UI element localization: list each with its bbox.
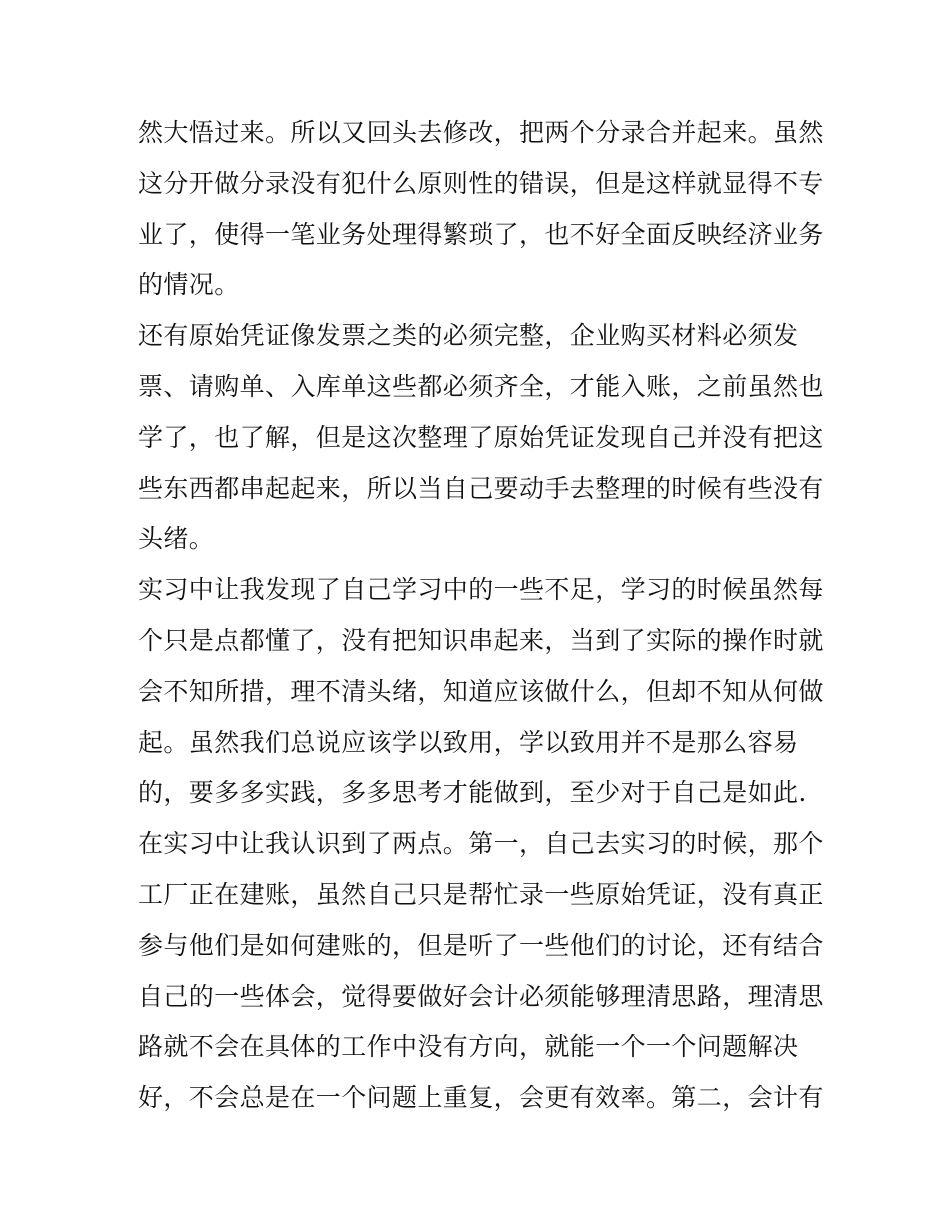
body-text [138,108,828,1124]
text-line: 还有原始凭证像发票之类的必须完整，企业购买材料必须发 [138,321,799,351]
text-line: 实习中让我发现了自己学习中的一些不足，学习的时候虽然每 [138,575,824,605]
text-line: 参与他们是如何建账的，但是听了一些他们的讨论，还有结合 [138,930,824,960]
text-line: 业了，使得一笔业务处理得繁琐了，也不好全面反映经济业务 [138,219,824,249]
text-line: 自己的一些体会，觉得要做好会计必须能够理清思路，理清思 [138,981,824,1011]
text-line: 工厂正在建账，虽然自己只是帮忙录一些原始凭证，没有真正 [138,879,824,909]
text-line: 的，要多多实践，多多思考才能做到，至少对于自己是如此. [138,778,807,808]
text-line: 然大悟过来。所以又回头去修改，把两个分录合并起来。虽然 [138,118,824,147]
text-line: 在实习中让我认识到了两点。第一，自己去实习的时候，那个 [138,829,824,859]
text-line: 个只是点都懂了，没有把知识串起来，当到了实际的操作时就 [138,625,824,655]
text-line: 头绪。 [138,524,215,554]
text-line: 好，不会总是在一个问题上重复，会更有效率。第二，会计有 [138,1083,824,1113]
text-line: 些东西都串起起来，所以当自己要动手去整理的时候有些没有 [138,473,824,503]
text-line: 路就不会在具体的工作中没有方向，就能一个一个问题解决 [138,1032,799,1062]
text-line: 学了，也了解，但是这次整理了原始凭证发现自己并没有把这 [138,422,824,452]
text-line: 起。虽然我们总说应该学以致用，学以致用并不是那么容易 [138,727,799,757]
text-line: 的情况。 [138,270,240,300]
text-line: 会不知所措，理不清头绪，知道应该做什么，但却不知从何做 [138,676,824,706]
text-line: 这分开做分录没有犯什么原则性的错误，但是这样就显得不专 [138,168,824,198]
text-line: 票、请购单、入库单这些都必须齐全，才能入账，之前虽然也 [138,371,824,401]
